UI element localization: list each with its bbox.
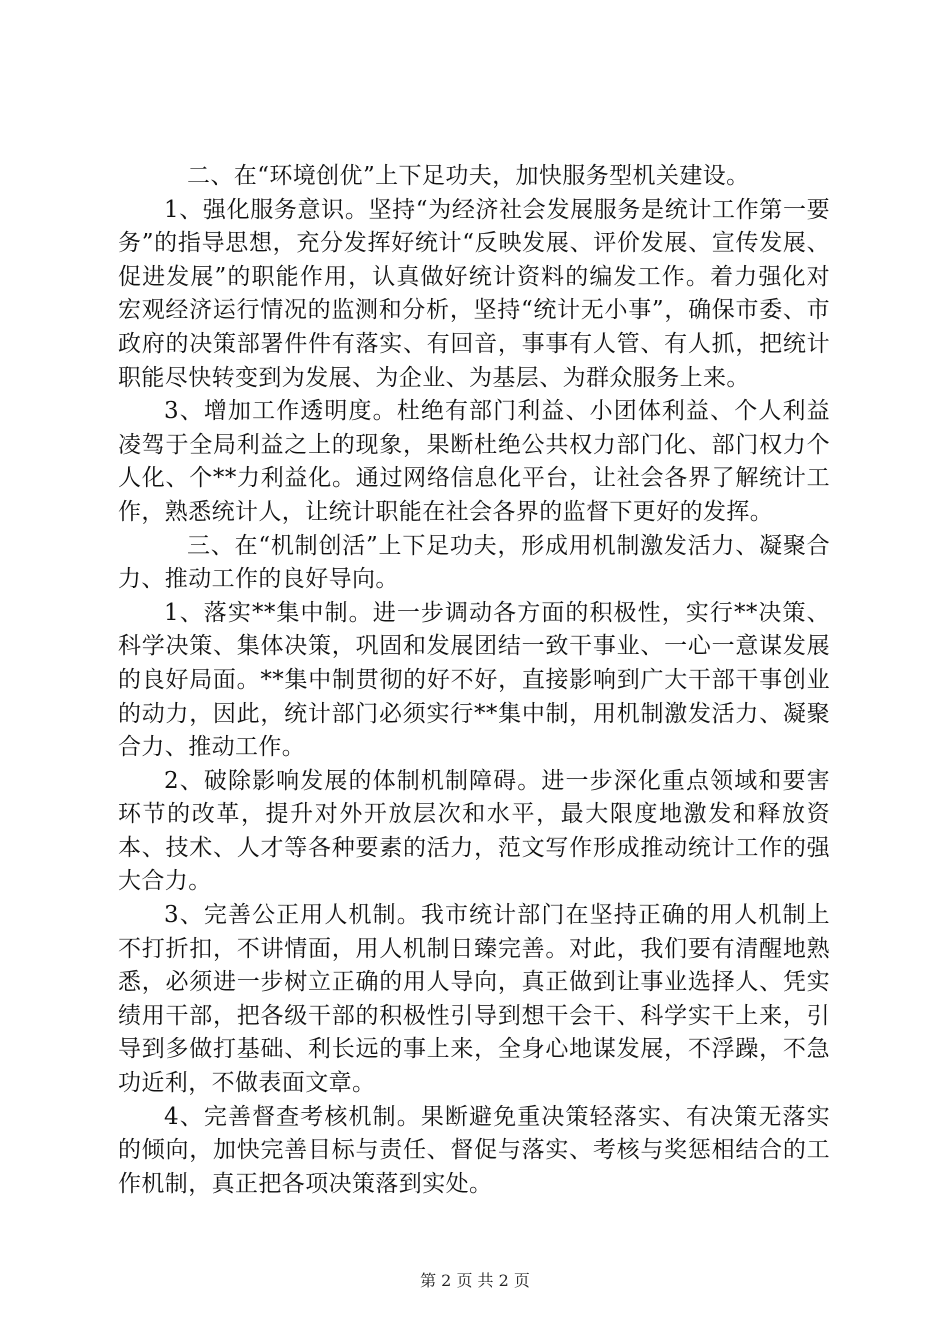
paragraph-fair-employment: 3、完善公正用人机制。我市统计部门在坚持正确的用人机制上不打折扣，不讲情面，用人机制日臻完善。对此，我们要有清醒地熟悉，必须进一步树立正确的用人导向，真正做到让事业选择人、凭实绩用干部，把各级干部的积极性引导到想干会干、科学实干上来，引导到多做打基础、利长远的事上来，全身心地谋发展，不浮躁，不急功近利，不做表面文章。 (118, 902, 830, 1097)
section-heading-3: 三、在“机制创活”上下足功夫，形成用机制激发活力、凝聚合力、推动工作的良好导向。 (118, 532, 830, 593)
paragraph-service-awareness: 1、强化服务意识。坚持“为经济社会发展服务是统计工作第一要务”的指导思想，充分发挥好统计“反映发展、评价发展、宣传发展、促进发展”的职能作用，认真做好统计资料的编发工作。着力强化对宏观经济运行情况的监测和分析，坚持“统计无小事”，确保市委、市政府的决策部署件件有落实、有回音，事事有人管、有人抓，把统计职能尽快转变到为发展、为企业、为基层、为群众服务上来。 (118, 196, 830, 391)
paragraph-centralism: 1、落实**集中制。进一步调动各方面的积极性，实行**决策、科学决策、集体决策，巩固和发展团结一致干事业、一心一意谋发展的良好局面。**集中制贯彻的好不好，直接影响到广大干部干事创业的动力，因此，统计部门必须实行**集中制，用机制激发活力、凝聚合力、推动工作。 (118, 599, 830, 761)
paragraph-transparency: 3、增加工作透明度。杜绝有部门利益、小团体利益、个人利益凌驾于全局利益之上的现象，果断杜绝公共权力部门化、部门权力个人化、个**力利益化。通过网络信息化平台，让社会各界了解统计工作，熟悉统计人，让统计职能在社会各界的监督下更好的发挥。 (118, 398, 830, 525)
page-number: 第 2 页 共 2 页 (420, 1271, 530, 1290)
paragraph-supervision-assessment: 4、完善督查考核机制。果断避免重决策轻落实、有决策无落实的倾向，加快完善目标与责任、督促与落实、考核与奖惩相结合的工作机制，真正把各项决策落到实处。 (118, 1103, 830, 1197)
paragraph-remove-obstacles: 2、破除影响发展的体制机制障碍。进一步深化重点领域和要害环节的改革，提升对外开放层次和水平，最大限度地激发和释放资本、技术、人才等各种要素的活力，范文写作形成推动统计工作的强大合力。 (118, 767, 830, 895)
section-heading-2: 二、在“环境创优”上下足功夫，加快服务型机关建设。 (187, 163, 750, 189)
document-body (118, 160, 830, 1201)
